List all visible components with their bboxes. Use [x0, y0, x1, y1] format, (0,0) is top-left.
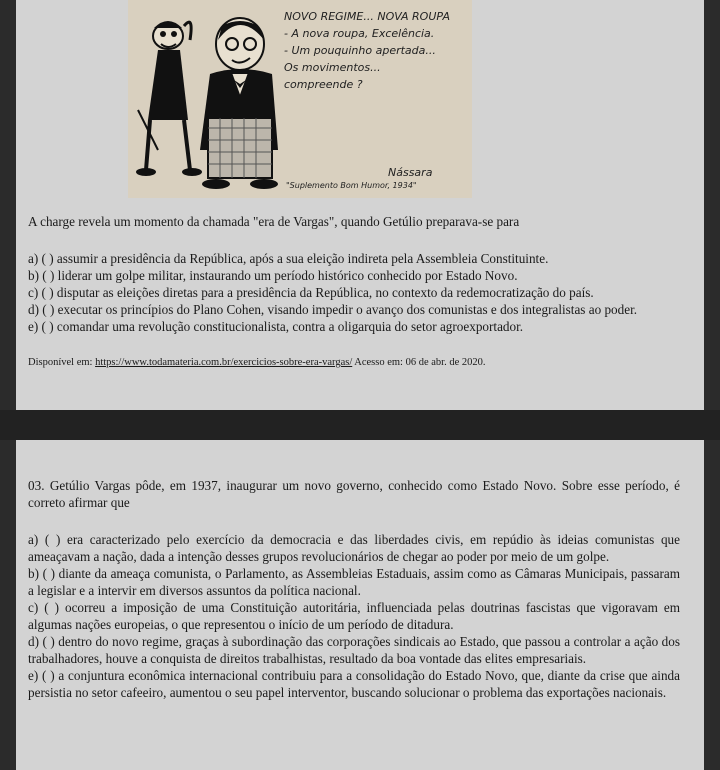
- question-intro: A charge revela um momento da chamada "era de Vargas", quando Getúlio preparava-se para: [28, 214, 520, 229]
- source-suffix: Acesso em: 06 de abr. de 2020.: [352, 357, 486, 368]
- q3-option-b[interactable]: b) ( ) diante da ameaça comunista, o Parlamento, as Assembleias Estaduais, assim como as Câmaras Municipais, passaram a legislar e a intervir em diversos assuntos da política nacional.: [28, 566, 680, 598]
- cartoon-line: Os movimentos...: [284, 61, 381, 74]
- cartoon-line: compreende ?: [284, 78, 363, 91]
- cartoon-line: - Um pouquinho apertada...: [284, 44, 436, 57]
- question-03-options: [28, 531, 680, 701]
- question-03: [28, 477, 680, 511]
- q3-option-e[interactable]: e) ( ) a conjuntura econômica internacional contribuiu para a consolidação do Estado Novo, que, diante da crise que ainda persistia no setor cafeeiro, aumentou o seu papel interventor, buscando solucionar o problema das exportações nacionais.: [28, 668, 680, 700]
- option-a[interactable]: a) ( ) assumir a presidência da República, após a sua eleição indireta pela Assembleia Constituinte.: [28, 251, 549, 266]
- q3-option-c[interactable]: c) ( ) ocorreu a imposição de uma Constituição autoritária, influenciada pelas doutrinas fascistas que vigoravam em algumas nações europeias, o que representou o início de um período de ditadura.: [28, 600, 680, 632]
- question-03-stem: 03. Getúlio Vargas pôde, em 1937, inaugurar um novo governo, conhecido como Estado Novo. Sobre esse período, é correto afirmar que: [28, 478, 680, 510]
- cartoon-caption: [284, 8, 469, 93]
- source-citation: [28, 357, 486, 368]
- q3-option-a[interactable]: a) ( ) era caracterizado pelo exercício da democracia e das liberdades civis, em repúdio às ideias comunistas que ameaçavam a nação, dada a intenção desses grupos revolucionários de chegar ao poder por meio de um golpe.: [28, 532, 680, 564]
- source-prefix: Disponível em:: [28, 357, 96, 368]
- cartoon-line: - A nova roupa, Excelência.: [284, 27, 435, 40]
- page-separator: [0, 410, 720, 440]
- source-link[interactable]: https://www.todamateria.com.br/exercicios-sobre-era-vargas/: [95, 357, 353, 368]
- cartoon-panel: [128, 0, 472, 198]
- cartoon-illustration: [128, 0, 288, 198]
- page-top-sheet: [16, 0, 704, 410]
- q3-option-d[interactable]: d) ( ) dentro do novo regime, graças à subordinação das corporações sindicais ao Estado, que passou a controlar a ação dos trabalhadores, houve a conquista de direitos trabalhistas, resultado da boa vontade das elites empresariais.: [28, 634, 680, 666]
- option-c[interactable]: c) ( ) disputar as eleições diretas para a presidência da República, no contexto da redemocratização do país.: [28, 285, 594, 300]
- cartoon-credit: "Suplemento Bom Humor, 1934": [286, 181, 417, 190]
- cartoon-title: NOVO REGIME... NOVA ROUPA: [284, 10, 451, 23]
- cartoon-signature: Nássara: [388, 166, 433, 179]
- option-b[interactable]: b) ( ) liderar um golpe militar, instaurando um período histórico conhecido por Estado Novo.: [28, 268, 518, 283]
- question-options: [28, 250, 680, 335]
- option-e[interactable]: e) ( ) comandar uma revolução constitucionalista, contra a oligarquia do setor agroexportador.: [28, 319, 524, 334]
- option-d[interactable]: d) ( ) executar os princípios do Plano Cohen, visando impedir o avanço dos comunistas e dos integralistas ao poder.: [28, 302, 638, 317]
